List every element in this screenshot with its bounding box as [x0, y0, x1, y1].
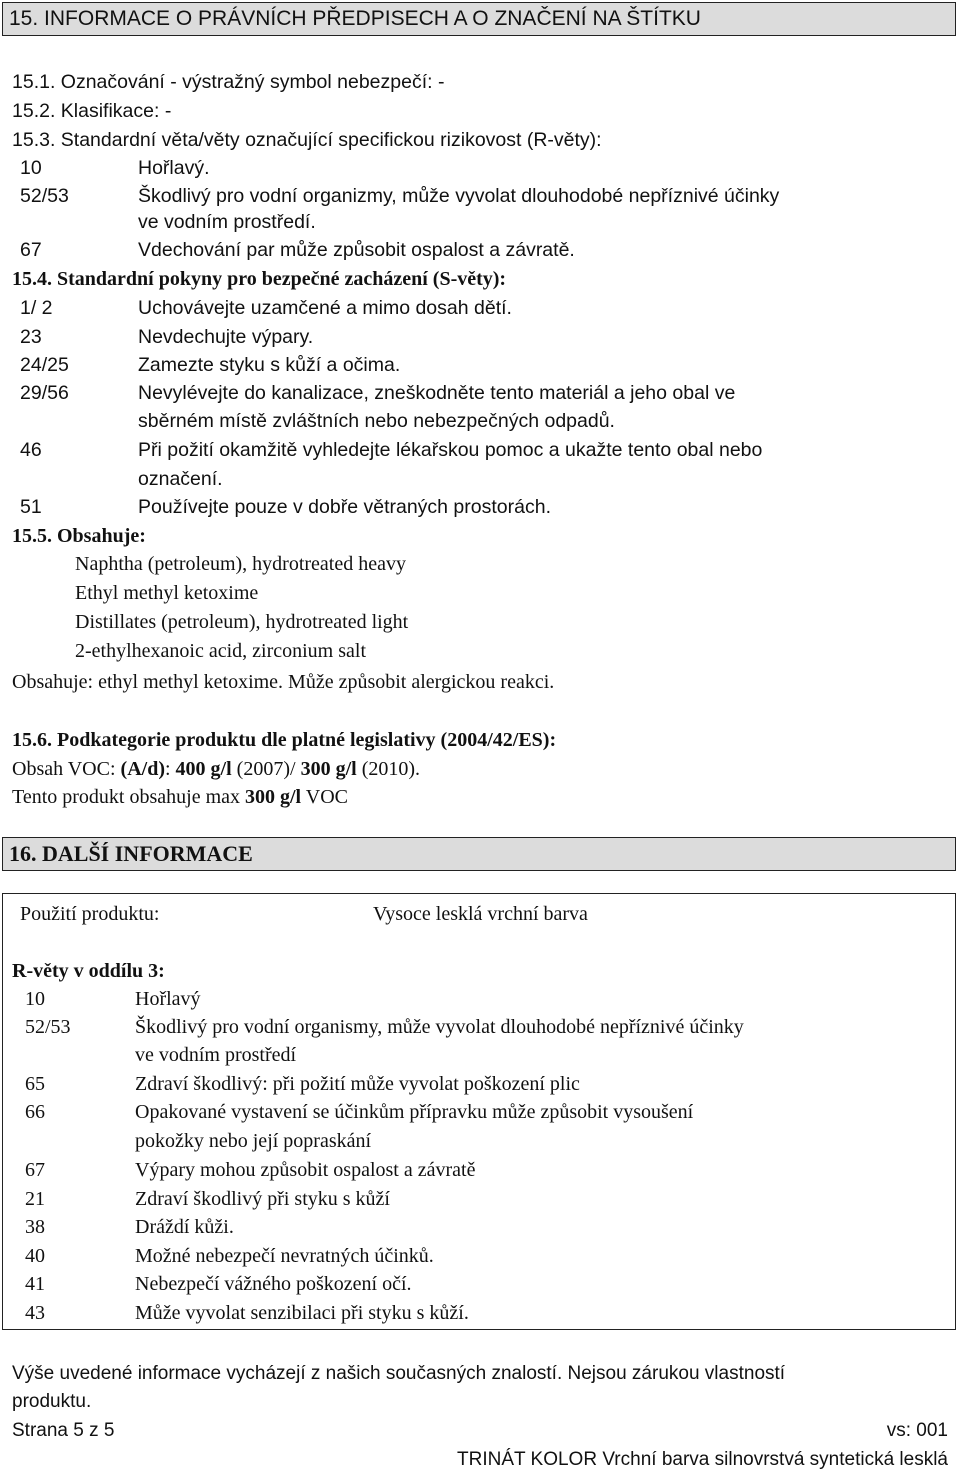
contains-note: Obsahuje: ethyl methyl ketoxime. Může způsobit alergickou reakci. — [12, 671, 555, 693]
r-list-code: 66 — [25, 1101, 45, 1123]
r-list-code: 21 — [25, 1188, 45, 1210]
s-phrase-text-cont: označení. — [138, 468, 223, 490]
subsection-15-2: 15.2. Klasifikace: - — [12, 100, 172, 122]
voc-limit-2007: 400 g/l — [175, 758, 232, 780]
r-list-code: 38 — [25, 1216, 45, 1238]
s-phrase-text: Nevylévejte do kanalizace, zneškodněte tento materiál a jeho obal ve — [138, 382, 736, 404]
voc-max-suffix: VOC — [301, 786, 348, 808]
contains-item: 2-ethylhexanoic acid, zirconium salt — [75, 640, 367, 662]
usage-value: Vysoce lesklá vrchní barva — [373, 903, 588, 925]
r-list-text: Výpary mohou způsobit ospalost a závratě — [135, 1159, 476, 1181]
disclaimer-line-2: produktu. — [12, 1391, 92, 1412]
s-phrase-code: 51 — [20, 496, 42, 518]
contains-item: Naphtha (petroleum), hydrotreated heavy — [75, 553, 406, 575]
subsection-15-6: 15.6. Podkategorie produktu dle platné legislativy (2004/42/ES): — [12, 729, 557, 751]
r-list-code: 67 — [25, 1159, 45, 1181]
s-phrase-text: Nevdechujte výpary. — [138, 326, 314, 348]
r-list-text: Nebezpečí vážného poškození očí. — [135, 1273, 412, 1295]
product-name: TRINÁT KOLOR Vrchní barva silnovrstvá syntetická lesklá — [457, 1449, 948, 1470]
s-phrase-text: Zamezte styku s kůží a očima. — [138, 354, 401, 376]
contains-item: Distillates (petroleum), hydrotreated light — [75, 611, 409, 633]
r-phrase-code: 10 — [20, 157, 42, 179]
subsection-15-4: 15.4. Standardní pokyny pro bezpečné zacházení (S-věty): — [12, 268, 507, 290]
s-phrase-text: Při požití okamžitě vyhledejte lékařskou pomoc a ukažte tento obal nebo — [138, 439, 763, 461]
section-16-header: 16. DALŠÍ INFORMACE — [2, 837, 956, 871]
r-phrase-code: 52/53 — [20, 185, 69, 207]
voc-category: (A/d) — [120, 758, 165, 780]
r-list-text-cont: pokožky nebo její popraskání — [135, 1130, 372, 1152]
r-phrase-text: Vdechování par může způsobit ospalost a závratě. — [138, 239, 575, 261]
r-list-text: Dráždí kůži. — [135, 1216, 234, 1238]
r-list-text: Možné nebezpečí nevratných účinků. — [135, 1245, 434, 1267]
s-phrase-code: 46 — [20, 439, 42, 461]
s-phrase-code: 24/25 — [20, 354, 69, 376]
s-phrase-code: 1/ 2 — [20, 297, 53, 319]
disclaimer-line-1: Výše uvedené informace vycházejí z našich současných znalostí. Nejsou zárukou vlastností — [12, 1363, 786, 1384]
r-phrase-text-cont: ve vodním prostředí. — [138, 211, 316, 233]
version: vs: 001 — [886, 1420, 948, 1441]
r-list-text: Zdraví škodlivý: při požití může vyvolat poškození plic — [135, 1073, 580, 1095]
s-phrase-text-cont: sběrném místě zvláštních nebo nebezpečných odpadů. — [138, 410, 615, 432]
r-list-text: Škodlivý pro vodní organismy, může vyvolat dlouhodobé nepříznivé účinky — [135, 1016, 744, 1038]
voc-max-value: 300 g/l — [245, 786, 302, 808]
contains-item: Ethyl methyl ketoxime — [75, 582, 259, 604]
r-phrase-code: 67 — [20, 239, 42, 261]
voc-year-2007: (2007)/ — [231, 758, 301, 780]
voc-year-2010: (2010). — [356, 758, 421, 780]
subsection-15-1: 15.1. Označování - výstražný symbol nebezpečí: - — [12, 71, 445, 93]
r-list-code: 65 — [25, 1073, 45, 1095]
voc-max-prefix: Tento produkt obsahuje max — [12, 786, 245, 808]
subsection-15-5: 15.5. Obsahuje: — [12, 525, 146, 547]
r-list-code: 41 — [25, 1273, 45, 1295]
voc-colon: : — [164, 758, 176, 780]
usage-label: Použití produktu: — [20, 903, 160, 925]
r-list-code: 40 — [25, 1245, 45, 1267]
page-number: Strana 5 z 5 — [12, 1420, 115, 1441]
r-list-text-cont: ve vodním prostředí — [135, 1044, 297, 1066]
r-list-text: Hořlavý — [135, 988, 201, 1010]
r-list-title: R-věty v oddílu 3: — [12, 960, 165, 982]
r-list-text: Může vyvolat senzibilaci při styku s kůží. — [135, 1302, 469, 1324]
s-phrase-text: Používejte pouze v dobře větraných prostorách. — [138, 496, 551, 518]
r-list-code: 52/53 — [25, 1016, 71, 1038]
r-phrase-text: Škodlivý pro vodní organizmy, může vyvolat dlouhodobé nepříznivé účinky — [138, 185, 780, 207]
voc-label: Obsah VOC: — [12, 758, 121, 780]
voc-max-line — [12, 785, 348, 809]
section-15-header: 15. INFORMACE O PRÁVNÍCH PŘEDPISECH A O ZNAČENÍ NA ŠTÍTKU — [2, 2, 956, 36]
s-phrase-code: 23 — [20, 326, 42, 348]
r-list-code: 43 — [25, 1302, 45, 1324]
subsection-15-3: 15.3. Standardní věta/věty označující specifickou rizikovost (R-věty): — [12, 129, 602, 151]
r-phrase-text: Hořlavý. — [138, 157, 210, 179]
s-phrase-code: 29/56 — [20, 382, 69, 404]
r-list-text: Zdraví škodlivý při styku s kůží — [135, 1188, 390, 1210]
r-list-code: 10 — [25, 988, 45, 1010]
s-phrase-text: Uchovávejte uzamčené a mimo dosah dětí. — [138, 297, 512, 319]
voc-content-line — [12, 757, 420, 781]
voc-limit-2010: 300 g/l — [300, 758, 357, 780]
r-list-text: Opakované vystavení se účinkům přípravku může způsobit vysoušení — [135, 1101, 694, 1123]
